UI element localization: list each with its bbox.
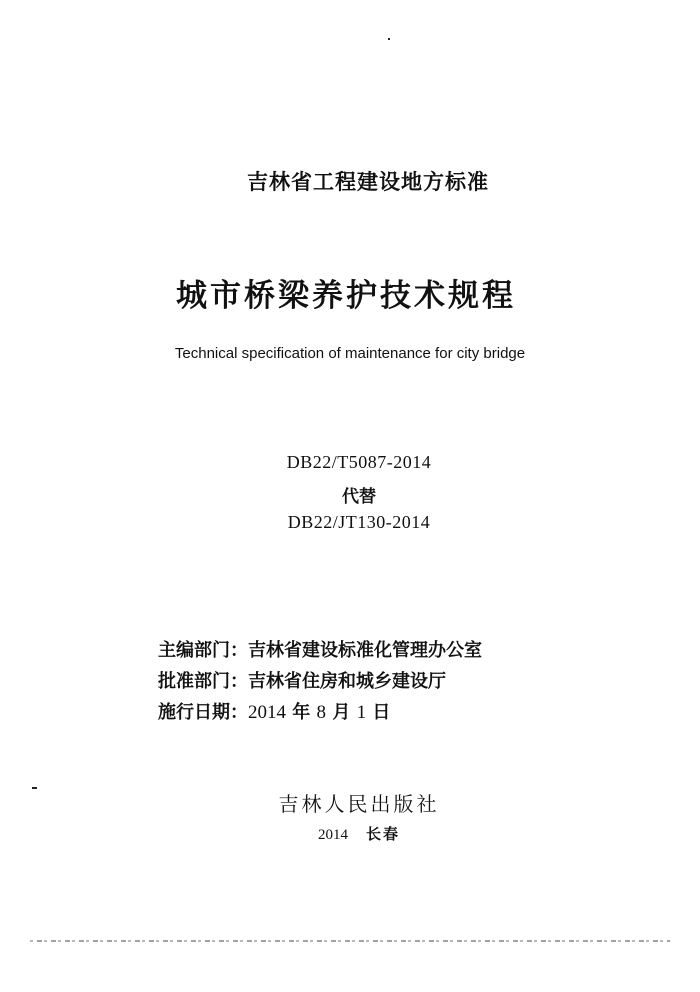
- effective-day: 1: [356, 702, 367, 723]
- editor-department-row: [158, 636, 482, 662]
- publisher-name: 吉林人民出版社: [278, 792, 440, 816]
- effective-date-label: 施行日期：: [158, 702, 248, 723]
- effective-year-unit: 年: [286, 702, 317, 723]
- scan-speck: [388, 38, 390, 40]
- approval-department-value: 吉林省住房和城乡建设厅: [248, 671, 446, 692]
- publication-year: 2014: [317, 827, 348, 843]
- publication-line: [0, 823, 700, 844]
- english-title: Technical specification of maintenance for city bridge: [174, 345, 526, 362]
- approval-department-row: [158, 667, 446, 693]
- effective-day-unit: 日: [366, 702, 391, 723]
- approval-department-label: 批准部门：: [158, 671, 248, 692]
- standard-series-title: 吉林省工程建设地方标准: [247, 170, 489, 194]
- scan-noise-line: [30, 940, 670, 942]
- editor-department-value: 吉林省建设标准化管理办公室: [248, 640, 482, 661]
- scan-mark: [32, 787, 37, 789]
- effective-month-unit: 月: [326, 702, 357, 723]
- effective-year: 2014: [248, 702, 286, 723]
- standard-code-new: DB22/T5087-2014: [286, 452, 432, 472]
- replace-label: 代替: [342, 487, 376, 507]
- standard-code-old: DB22/JT130-2014: [287, 512, 431, 532]
- editor-department-label: 主编部门：: [158, 640, 248, 661]
- effective-month: 8: [316, 702, 327, 723]
- document-title: 城市桥梁养护技术规程: [176, 278, 516, 314]
- effective-date-row: [158, 698, 390, 724]
- publication-city: 长春: [365, 825, 400, 843]
